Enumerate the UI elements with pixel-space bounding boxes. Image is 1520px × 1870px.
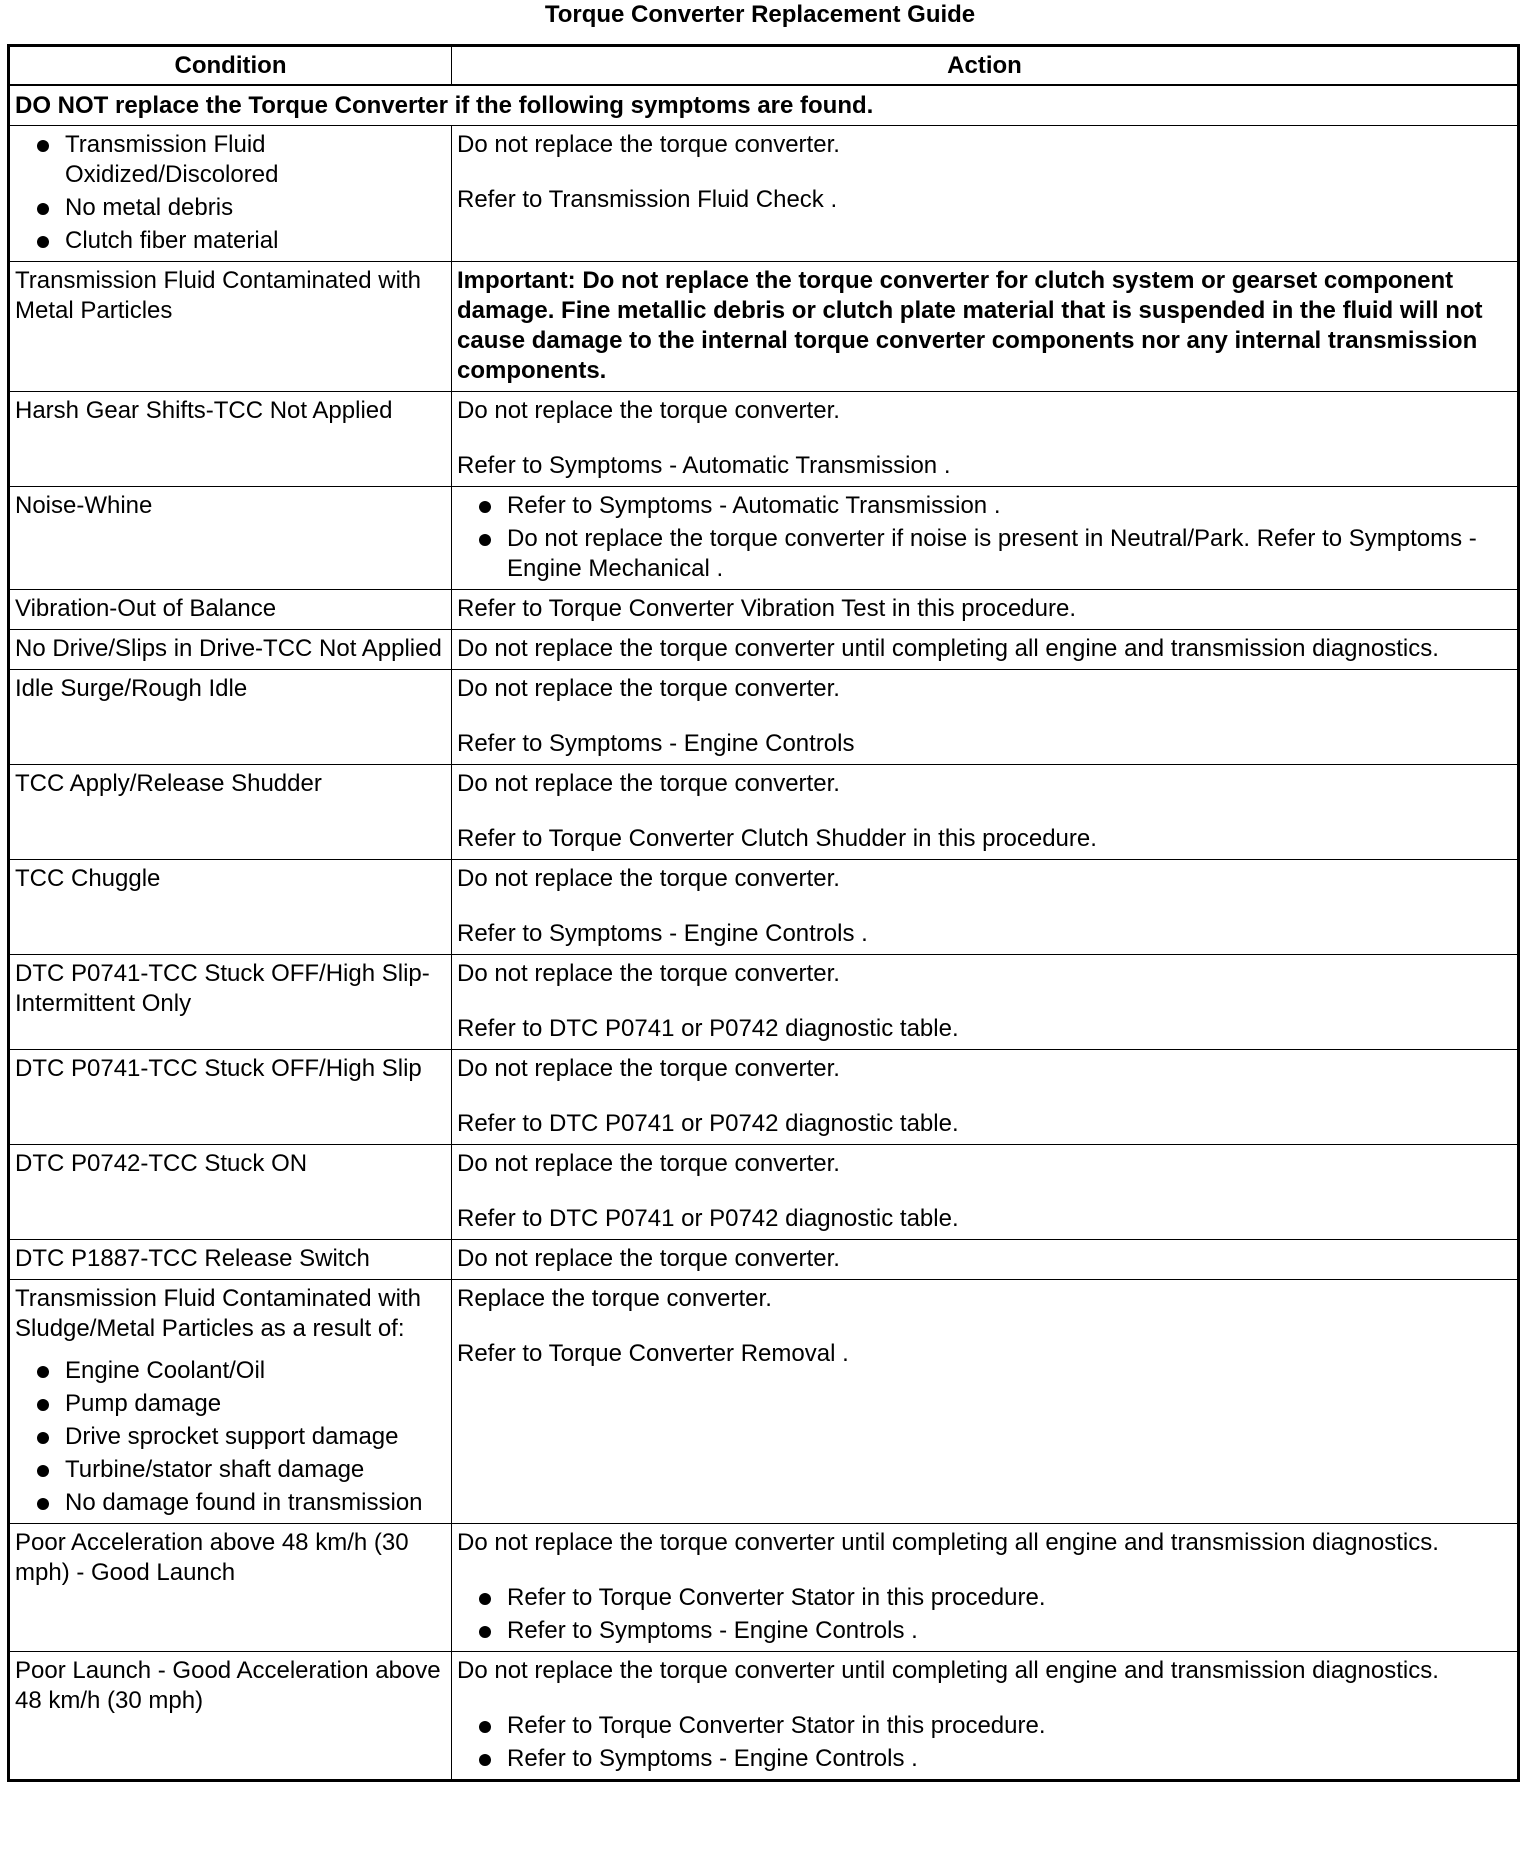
table-row — [9, 392, 1519, 487]
action-text: Do not replace the torque converter. — [457, 131, 840, 158]
important-note: Important: Do not replace the torque converter for clutch system or gearset component damage. Fine metallic debris or clutch plate material that is suspended in the fluid will not cause damage to the internal torque converter components nor any internal transmission components. — [452, 262, 1519, 392]
table-row — [9, 765, 1519, 860]
action-cell — [452, 392, 1519, 487]
table-row — [9, 1050, 1519, 1145]
bullet-icon — [479, 1626, 491, 1638]
bullet-icon — [479, 1721, 491, 1733]
condition-cell: DTC P1887-TCC Release Switch — [9, 1240, 452, 1280]
action-reference: Refer to DTC P0741 or P0742 diagnostic table. — [457, 1205, 959, 1232]
action-text: Do not replace the torque converter. — [457, 770, 840, 797]
action-list — [457, 491, 1512, 584]
action-reference: Refer to Torque Converter Clutch Shudder in this procedure. — [457, 825, 1097, 852]
action-text: Do not replace the torque converter until completing all engine and transmission diagnostics. — [457, 1529, 1439, 1556]
action-cell — [452, 1050, 1519, 1145]
action-cell — [452, 1145, 1519, 1240]
condition-list — [15, 130, 446, 256]
list-item: Refer to Torque Converter Stator in this procedure. — [457, 1711, 1512, 1741]
action-cell — [452, 1280, 1519, 1524]
table-row — [9, 1240, 1519, 1280]
list-item: No metal debris — [15, 193, 446, 223]
notice-row — [9, 85, 1519, 126]
list-item: Turbine/stator shaft damage — [15, 1455, 446, 1485]
action-text: Refer to Torque Converter Vibration Test in this procedure. — [457, 595, 1077, 622]
table-row — [9, 1524, 1519, 1652]
condition-cell — [9, 126, 452, 262]
list-item: Drive sprocket support damage — [15, 1422, 446, 1452]
action-text: Do not replace the torque converter until completing all engine and transmission diagnostics. — [457, 1657, 1439, 1684]
notice-text: DO NOT replace the Torque Converter if the following symptoms are found. — [9, 85, 1519, 126]
table-row — [9, 860, 1519, 955]
action-reference: Refer to Torque Converter Removal . — [457, 1340, 849, 1367]
action-cell — [452, 630, 1519, 670]
action-list — [457, 1583, 1512, 1646]
action-text: Do not replace the torque converter. — [457, 1245, 840, 1272]
action-text: Do not replace the torque converter. — [457, 675, 840, 702]
action-list — [457, 1711, 1512, 1774]
action-text: Do not replace the torque converter. — [457, 960, 840, 987]
table-row — [9, 1652, 1519, 1781]
action-cell — [452, 1652, 1519, 1781]
bullet-icon — [37, 1399, 49, 1411]
table-row — [9, 630, 1519, 670]
condition-cell: Idle Surge/Rough Idle — [9, 670, 452, 765]
bullet-icon — [37, 203, 49, 215]
condition-cell: Harsh Gear Shifts-TCC Not Applied — [9, 392, 452, 487]
action-reference: Refer to Symptoms - Engine Controls . — [457, 920, 868, 947]
action-text: Do not replace the torque converter. — [457, 865, 840, 892]
condition-cell: Vibration-Out of Balance — [9, 590, 452, 630]
action-column-header: Action — [452, 46, 1519, 86]
action-text: Replace the torque converter. — [457, 1285, 772, 1312]
condition-cell: DTC P0741-TCC Stuck OFF/High Slip-Intermittent Only — [9, 955, 452, 1050]
condition-cell: DTC P0742-TCC Stuck ON — [9, 1145, 452, 1240]
bullet-icon — [479, 1593, 491, 1605]
condition-list — [15, 1356, 446, 1518]
table-row — [9, 1145, 1519, 1240]
action-text: Do not replace the torque converter until completing all engine and transmission diagnostics. — [457, 635, 1439, 662]
condition-cell: Noise-Whine — [9, 487, 452, 590]
bullet-icon — [479, 501, 491, 513]
table-row — [9, 590, 1519, 630]
action-cell — [452, 955, 1519, 1050]
bullet-icon — [37, 1465, 49, 1477]
list-item: Refer to Symptoms - Engine Controls . — [457, 1744, 1512, 1774]
replacement-guide-table — [7, 44, 1520, 1782]
bullet-icon — [479, 1754, 491, 1766]
condition-cell — [9, 1280, 452, 1524]
condition-cell: Poor Acceleration above 48 km/h (30 mph) - Good Launch — [9, 1524, 452, 1652]
action-cell — [452, 590, 1519, 630]
condition-cell: Transmission Fluid Contaminated with Metal Particles — [9, 262, 452, 392]
bullet-icon — [37, 1432, 49, 1444]
action-cell — [452, 126, 1519, 262]
action-cell — [452, 1524, 1519, 1652]
action-text: Do not replace the torque converter. — [457, 397, 840, 424]
action-cell — [452, 670, 1519, 765]
condition-cell: No Drive/Slips in Drive-TCC Not Applied — [9, 630, 452, 670]
action-reference: Refer to Transmission Fluid Check . — [457, 186, 838, 213]
list-item: Clutch fiber material — [15, 226, 446, 256]
table-row — [9, 262, 1519, 392]
list-item: Refer to Torque Converter Stator in this procedure. — [457, 1583, 1512, 1613]
table-row — [9, 126, 1519, 262]
list-item: Refer to Symptoms - Automatic Transmission . — [457, 491, 1512, 521]
bullet-icon — [37, 1498, 49, 1510]
list-item: Pump damage — [15, 1389, 446, 1419]
action-reference: Refer to DTC P0741 or P0742 diagnostic table. — [457, 1015, 959, 1042]
bullet-icon — [37, 236, 49, 248]
table-row — [9, 1280, 1519, 1524]
condition-cell: TCC Apply/Release Shudder — [9, 765, 452, 860]
list-item: No damage found in transmission — [15, 1488, 446, 1518]
bullet-icon — [37, 140, 49, 152]
condition-cell: Poor Launch - Good Acceleration above 48 km/h (30 mph) — [9, 1652, 452, 1781]
condition-column-header: Condition — [9, 46, 452, 86]
action-reference: Refer to DTC P0741 or P0742 diagnostic table. — [457, 1110, 959, 1137]
table-header-row — [9, 46, 1519, 86]
bullet-icon — [479, 534, 491, 546]
list-item: Do not replace the torque converter if noise is present in Neutral/Park. Refer to Symptoms - Engine Mechanical . — [457, 524, 1512, 584]
action-cell — [452, 487, 1519, 590]
table-row — [9, 487, 1519, 590]
table-row — [9, 670, 1519, 765]
action-text: Do not replace the torque converter. — [457, 1055, 840, 1082]
list-item: Transmission Fluid Oxidized/Discolored — [15, 130, 446, 190]
list-item: Refer to Symptoms - Engine Controls . — [457, 1616, 1512, 1646]
bullet-icon — [37, 1366, 49, 1378]
action-reference: Refer to Symptoms - Automatic Transmission . — [457, 452, 951, 479]
action-text: Do not replace the torque converter. — [457, 1150, 840, 1177]
condition-cell: TCC Chuggle — [9, 860, 452, 955]
action-cell — [452, 765, 1519, 860]
page-title: Torque Converter Replacement Guide — [544, 1, 976, 28]
condition-cell: DTC P0741-TCC Stuck OFF/High Slip — [9, 1050, 452, 1145]
action-reference: Refer to Symptoms - Engine Controls — [457, 730, 855, 757]
condition-text: Transmission Fluid Contaminated with Sludge/Metal Particles as a result of: — [15, 1285, 421, 1342]
list-item: Engine Coolant/Oil — [15, 1356, 446, 1386]
action-cell — [452, 1240, 1519, 1280]
action-cell — [452, 860, 1519, 955]
table-row — [9, 955, 1519, 1050]
